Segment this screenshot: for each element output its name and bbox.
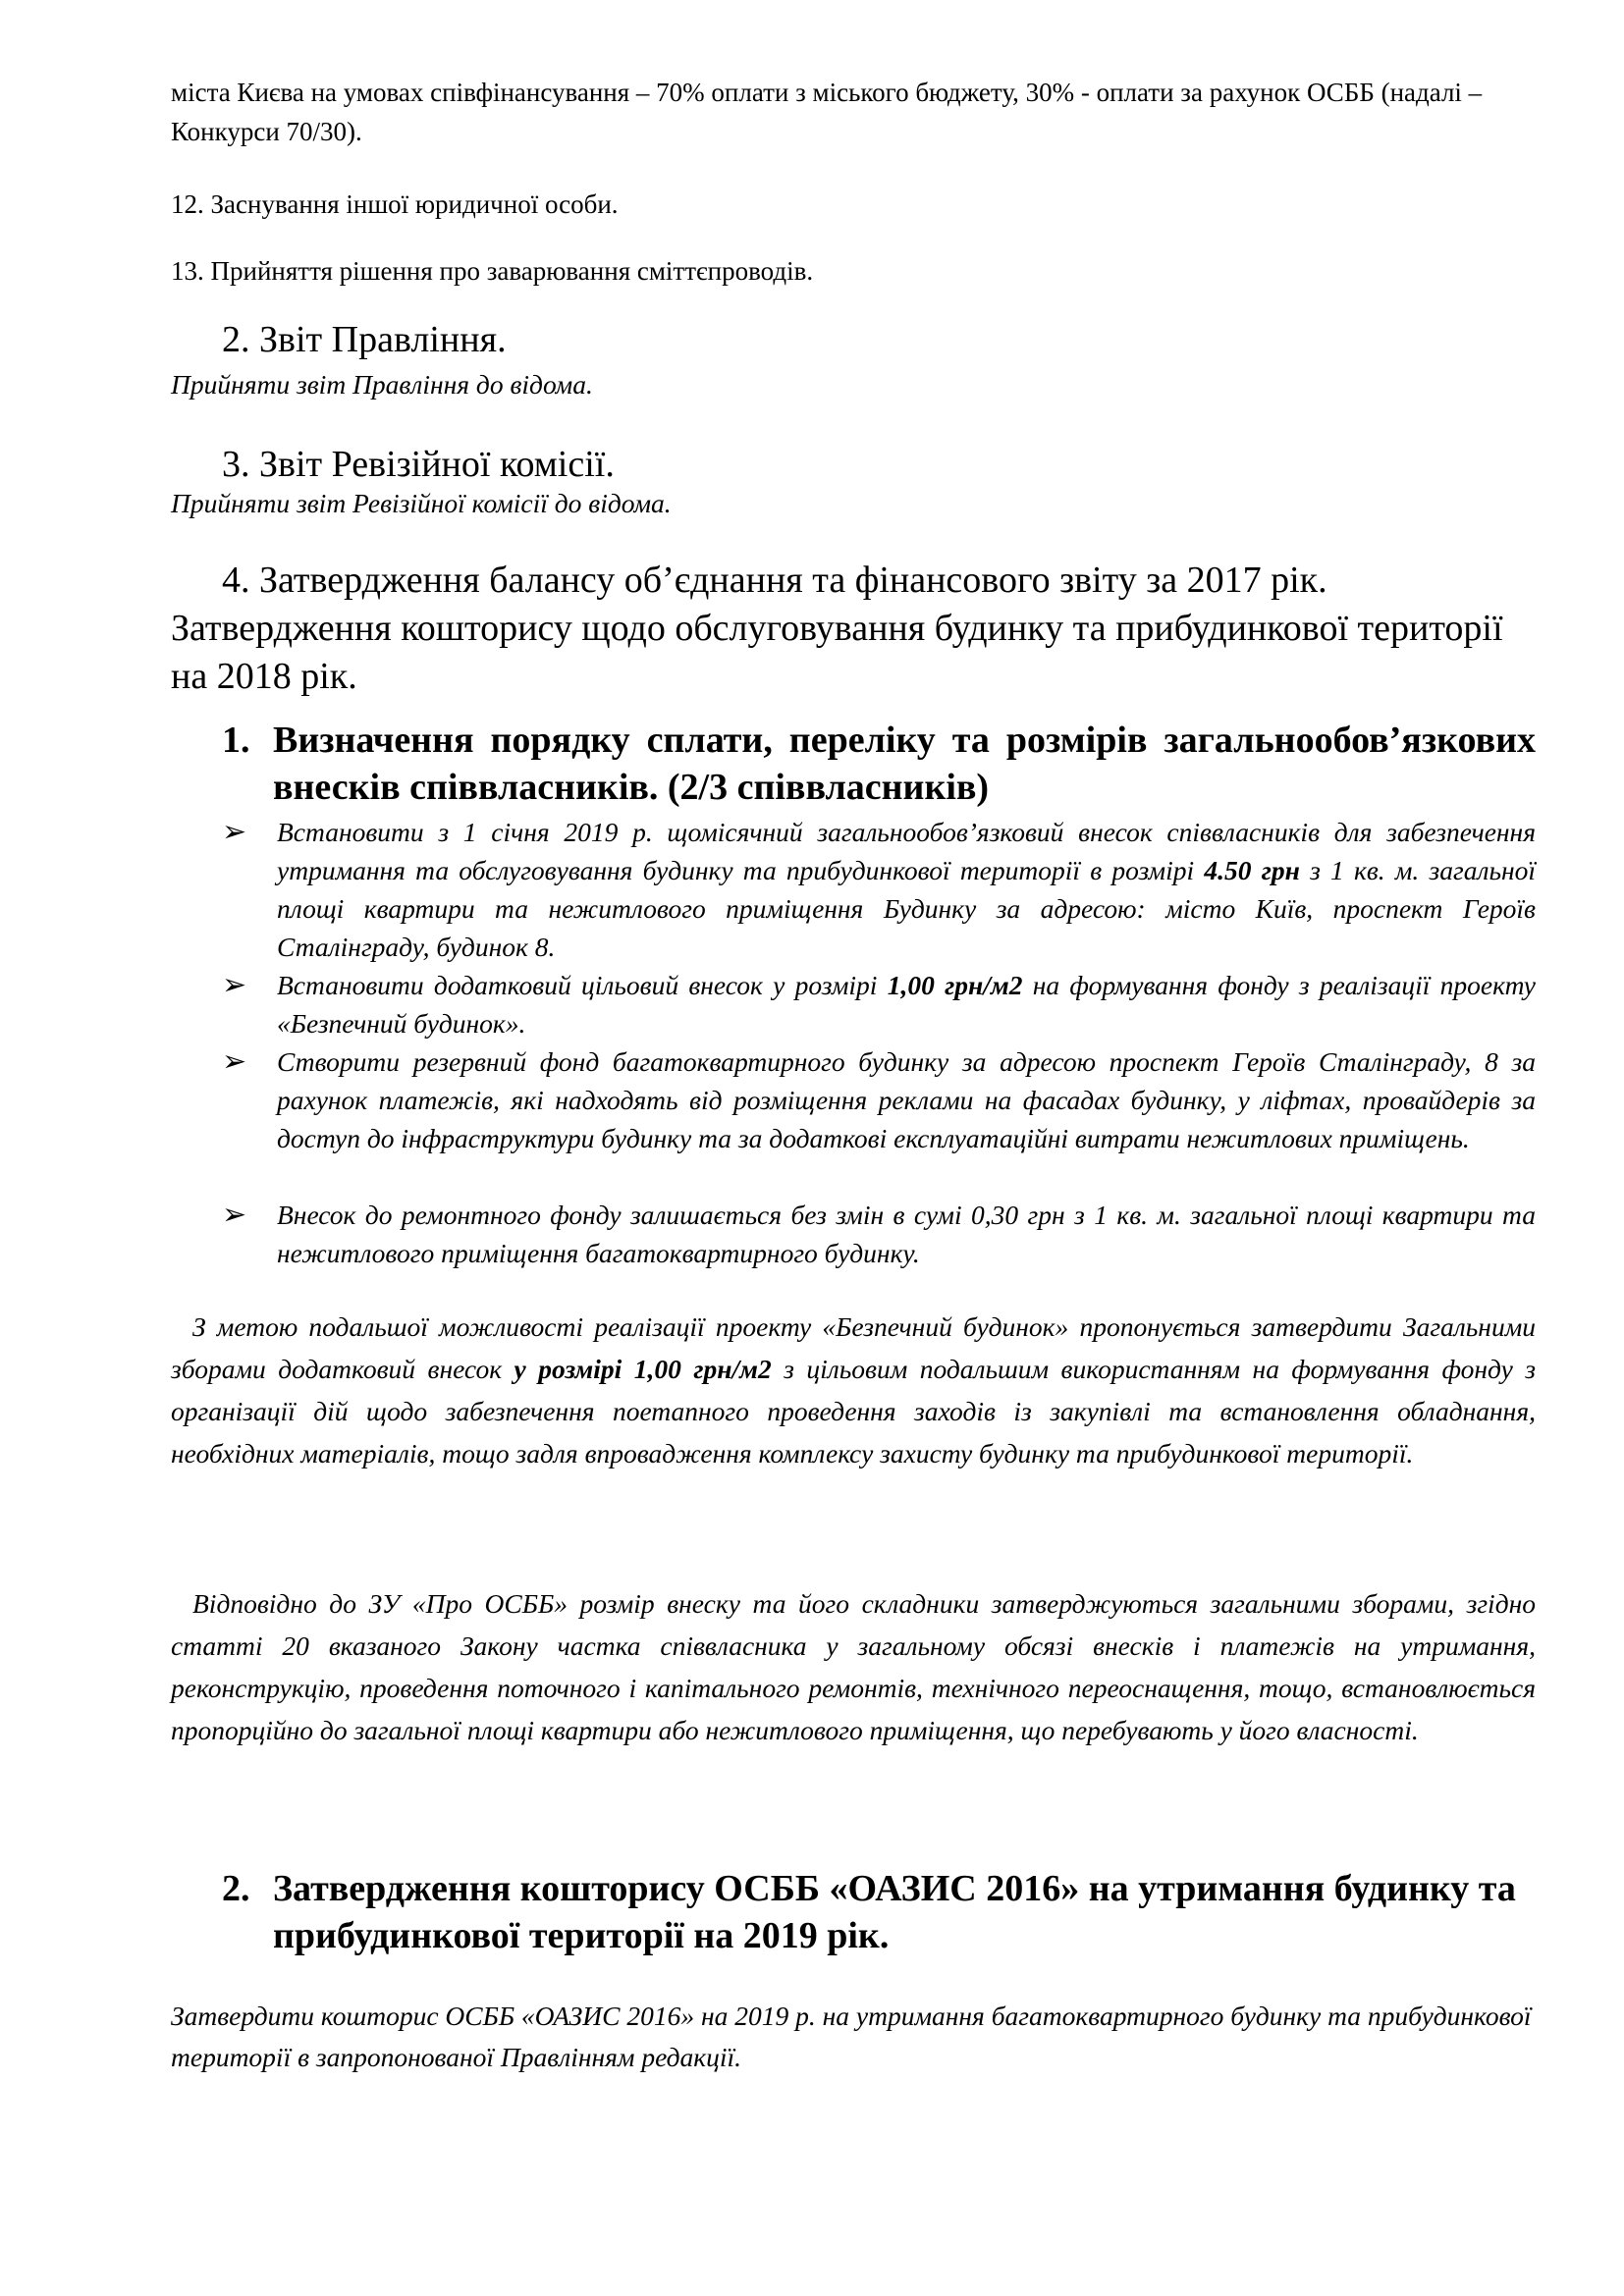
bullet-item [222,1042,1536,1157]
section-4-title: 4. Затвердження балансу об’єднання та фінансового звіту за 2017 рік. Затвердження кошторису щодо обслуговування будинку та прибудинкової території на 2018 рік. [171,560,1503,697]
law-paragraph: Відповідно до ЗУ «Про ОСББ» розмір внеску та його складники затверджуються загальними зборами, згідно статті 20 вказаного Закону частка співвласника у загальному обсязі внесків і платежів на утримання, реконструкцію, проведення поточного і капітального ремонтів, технічного переоснащення, тощо, встановлюється пропорційно до загальної площі квартири або нежитлового приміщення, що перебувають у його власності. [171,1588,1536,1745]
section-3-title: Звіт Ревізійної комісії. [259,444,615,485]
arrow-bullet-icon: ➢ [222,1199,247,1231]
intro-text: міста Києва на умовах співфінансування – 70% оплати з міського бюджету, 30% - оплати за рахунок ОСББ (надалі – Конкурси 70/30). [171,78,1483,146]
subsection-1-heading [222,717,1536,811]
subsection-1-number: 1. [222,720,250,761]
subsection-2-number: 2. [222,1868,250,1909]
explanation-paragraph: З метою подальшої можливості реалізації проекту «Безпечний будинок» пропонується затвердити Загальними зборами додатковий внесок у розмірі 1,00 грн/м2 з цільовим подальшим використанням на формування фонду з організації дій щодо забезпечення поетапного проведення заходів із закупівлі та встановлення обладнання, необхідних матеріалів, тощо задля впровадження комплексу захисту будинку та прибудинкової території. [171,1311,1536,1468]
subsection-2-title: Затвердження кошторису ОСББ «ОАЗИС 2016» на утримання будинку та прибудинкової території на 2019 рік. [273,1868,1516,1956]
section-3-number: 3. [222,444,250,485]
bullet-item [222,813,1536,966]
bullet-text: Встановити додатковий цільовий внесок у розмірі 1,00 грн/м2 на формування фонду з реалізації проекту «Безпечний будинок». [277,970,1536,1039]
fee-amount: у розмірі 1,00 грн/м2 [514,1354,772,1384]
section-2-number: 2. [222,319,250,360]
subsection-1-title: Визначення порядку сплати, переліку та розмірів загальнообов’язкових внесків співвласників. (2/3 співвласників) [273,720,1536,808]
arrow-bullet-icon: ➢ [222,816,247,848]
agenda-item-12: 12. Заснування іншої юридичної особи. [171,189,619,219]
bullet-text: Встановити з 1 січня 2019 р. щомісячний загальнообов’язковий внесок співвласників для забезпечення утримання та обслуговування будинку та прибудинкової території в розмірі 4.50 грн з 1 кв. м. загальної площі квартири та нежитлового приміщення Будинку за адресою: місто Київ, проспект Героїв Сталінграду, будинок 8. [277,817,1537,962]
fee-amount: 4.50 грн [1204,855,1300,885]
fee-amount: 1,00 грн/м2 [887,970,1023,1000]
arrow-bullet-icon: ➢ [222,969,247,1001]
section-2-heading [222,316,507,363]
subsection-2-heading [222,1865,1557,1959]
agenda-item-13: 13. Прийняття рішення про заварювання сміттєпроводів. [171,256,814,286]
bullet-text: Внесок до ремонтного фонду залишається без змін в сумі 0,30 грн з 1 кв. м. загальної площі квартири та нежитлового приміщення багатоквартирного будинку. [277,1200,1536,1268]
arrow-bullet-icon: ➢ [222,1045,247,1078]
section-3-heading [222,441,615,488]
bullet-text: Створити резервний фонд багатоквартирного будинку за адресою проспект Героїв Сталінграду, 8 за рахунок платежів, які надходять від розміщення реклами на фасадах будинку, у ліфтах, провайдерів за доступ до інфраструктури будинку та за додаткові експлуатаційні витрати нежитлових приміщень. [277,1046,1536,1153]
bullet-item [222,1196,1536,1272]
section-2-title: Звіт Правління. [259,319,507,360]
bullet-item [222,966,1536,1042]
section-2-resolution: Прийняти звіт Правління до відома. [171,369,593,400]
subsection-2-resolution: Затвердити кошторис ОСББ «ОАЗИС 2016» на 2019 р. на утримання багатоквартирного будинку та прибудинкової території в запропонованої Правлінням редакції. [171,2001,1532,2072]
section-3-resolution: Прийняти звіт Ревізійної комісії до відома. [171,488,672,518]
